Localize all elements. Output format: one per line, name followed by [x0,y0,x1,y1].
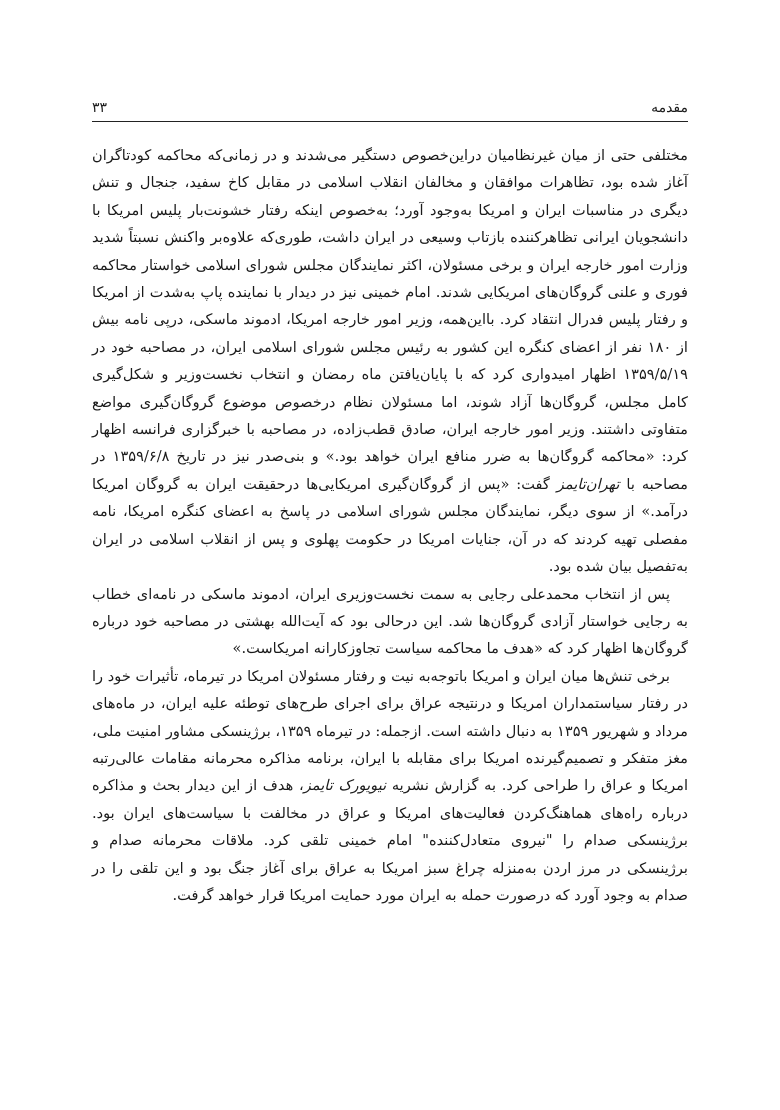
running-header [92,92,688,116]
paragraph [92,581,688,663]
page-number: ۳۳ [92,100,108,116]
publication-title: نیویورک تایمز [303,777,387,795]
header-divider [92,121,688,122]
paragraph [92,142,688,581]
text-run: مختلفی حتی از میان غیرنظامیان دراین‌خصوص دستگیر می‌شدند و در زمانی‌که محاکمه کودتاگران آغاز شده بود، تظاهرات موافقان و مخالفان انقلاب اسلامی در مقابل کاخ سفید، جنجال و تنش دیگری در مناسبات ایران و امریکا به‌وجود آورد؛ به‌خصوص اینکه رفتار خشونت‌بار پلیس امریکا با دانشجویان ایرانی تظاهرکننده بازتاب وسیعی در ایران داشت، طوری‌که علاوه‌بر واکنش نسبتاً شدید وزارت امور خارجه ایران و برخی مسئولان، اکثر نمایندگان مجلس شورای اسلامی خواستار محاکمه فوری و علنی گروگان‌های امریکایی شدند. امام خمینی نیز در دیدار با نماینده پاپ به‌شدت از امریکا و رفتار پلیس فدرال انتقاد کرد. بااین‌همه، وزیر امور خارجه امریکا، ادموند ماسکی، درپی نامه بیش از ۱۸۰ نفر از اعضای کنگره این کشور به رئیس مجلس شورای اسلامی ایران، در مصاحبه خود در ۱۳۵۹/۵/۱۹ اظهار امیدواری کرد که با پایان‌یافتن ماه رمضان و انتخاب نخست‌وزیر و شکل‌گیری کامل مجلس، گروگان‌ها آزاد شوند، اما مسئولان نظام درخصوص موضوع گروگان‌گیری مواضع متفاوتی داشتند. وزیر امور خارجه ایران، صادق قطب‌زاده، در مصاحبه با خبرگزاری فرانسه اظهار کرد: «محاکمه گروگان‌ها به ضرر منافع ایران خواهد بود.» و بنی‌صدر نیز در تاریخ ۱۳۵۹/۶/۸ در مصاحبه با [92,147,689,493]
text-run: پس از انتخاب محمدعلی رجایی به سمت نخست‌وزیری ایران، ادموند ماسکی در نامه‌ای خطاب به رجایی خواستار آزادی گروگان‌ها شد. این درحالی بود که آیت‌الله بهشتی در مصاحبه خود درباره گروگان‌ها اظهار کرد که «هدف ما محاکمه سیاست تجاوزکارانه امریکاست.» [92,585,688,658]
paragraph [92,663,688,910]
text-run: برخی تنش‌ها میان ایران و امریکا باتوجه‌به نیت و رفتار مسئولان امریکا در تیرماه، تأثیرات خود را در رفتار سیاستمداران امریکا و درنتیجه عراق برای اجرای طرح‌های توطئه علیه ایران، در ماه‌های مرداد و شهریور ۱۳۵۹ به دنبال داشته است. ازجمله: در تیرماه ۱۳۵۹، برژینسکی مشاور امنیت ملی، مغز متفکر و تصمیم‌گیرنده امریکا برای مقابله با ایران، برنامه مذاکره محرمانه مقامات عالی‌رتبه امریکا و عراق را طراحی کرد. به گزارش نشریه [92,667,688,795]
publication-title: تهران‌تایمز [556,475,620,493]
section-title: مقدمه [651,100,688,116]
text-run: ، هدف از این دیدار بحث و مذاکره درباره راه‌های هماهنگ‌کردن فعالیت‌های امریکا و عراق در مخالفت با سیاست‌های ایران بود. برژینسکی صدام را "نیروی متعادل‌کننده" امام خمینی تلقی کرد. ملاقات محرمانه صدام و برژینسکی در مرز اردن به‌منزله چراغ سبز امریکا به عراق برای آغاز جنگ بود و این تلقی را در صدام به وجود آورد که درصورت حمله به ایران مورد حمایت امریکا قرار خواهد گرفت. [92,777,688,904]
text-run: گفت: «پس از گروگان‌گیری امریکایی‌ها درحقیقت ایران به گروگان امریکا درآمد.» از سوی دیگر، نمایندگان مجلس شورای اسلامی در پاسخ به اعضای کنگره امریکا، نامه مفصلی تهیه کردند که در آن، جنایات امریکا در حکومت پهلوی و پس از انقلاب اسلامی در ایران به‌تفصیل بیان شده بود. [92,475,688,576]
body-text [92,142,688,909]
